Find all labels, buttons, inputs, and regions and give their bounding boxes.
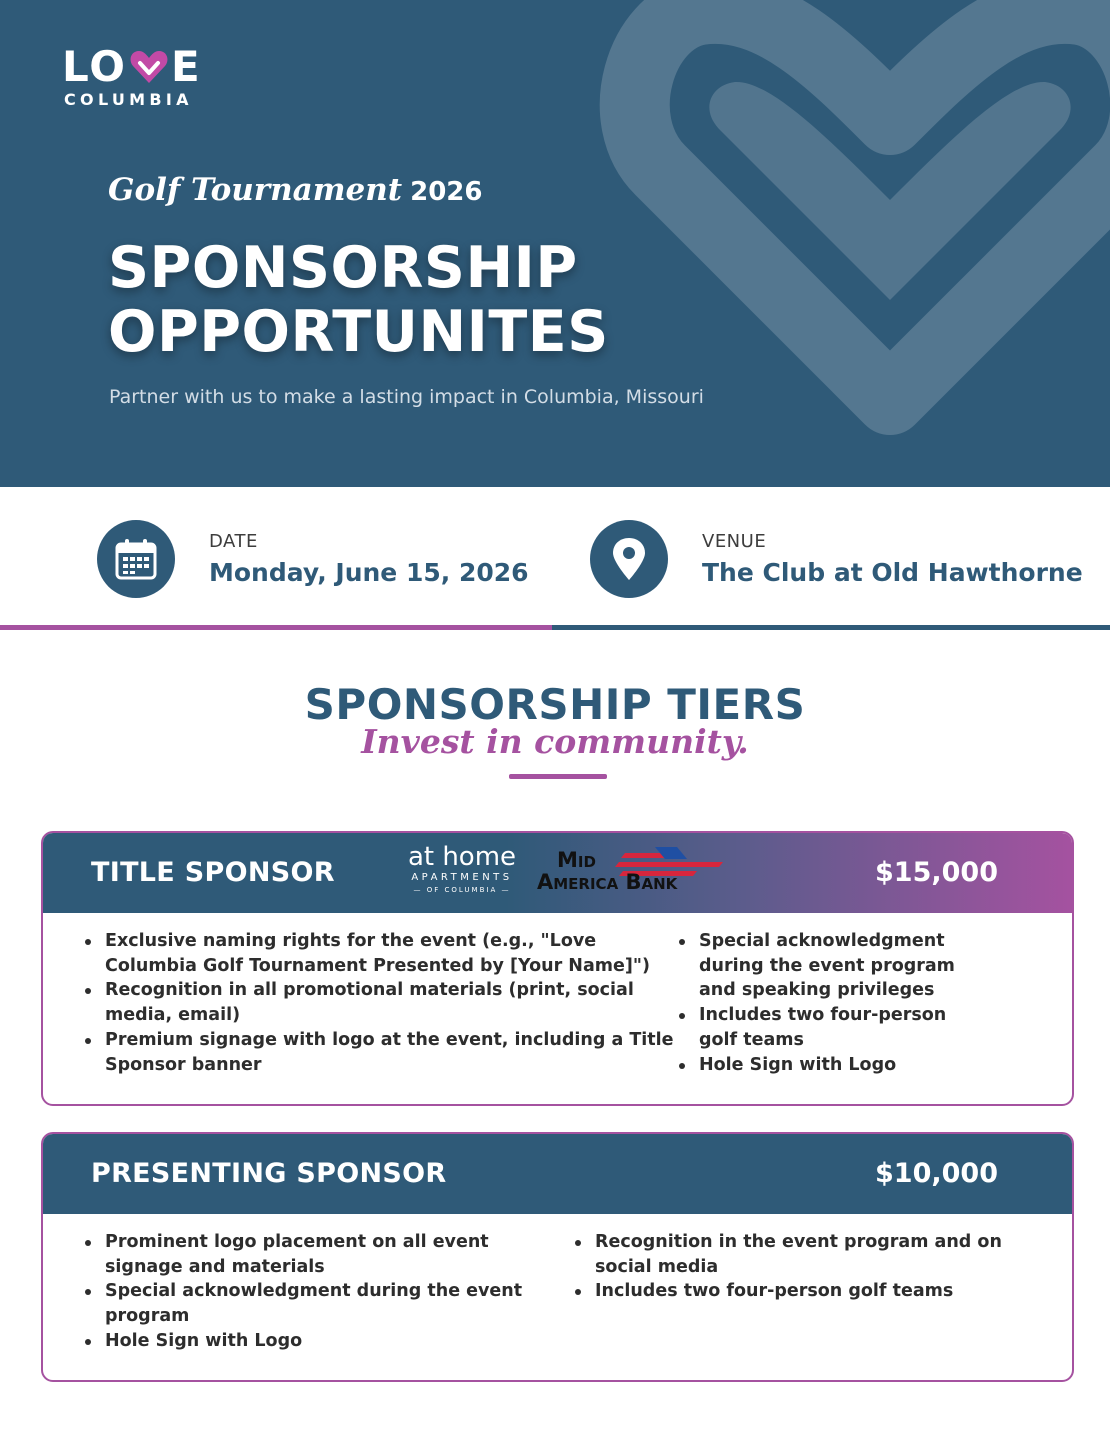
presenting-benefits-left <box>81 1230 571 1354</box>
page-title-line1: SPONSORSHIP <box>108 235 578 301</box>
venue-label: VENUE <box>702 531 767 552</box>
venue-info <box>590 520 1083 598</box>
list-item: Special acknowledgment during the event program and speaking privileges <box>675 929 975 1003</box>
sponsor-logos <box>399 841 727 897</box>
title-sponsor-card <box>41 831 1074 1106</box>
calendar-icon <box>97 520 175 598</box>
presenting-sponsor-price: $10,000 <box>875 1158 998 1189</box>
athome-logo-main: at home <box>407 842 517 872</box>
date-info <box>97 520 529 598</box>
presenting-sponsor-name: PRESENTING SPONSOR <box>91 1158 447 1189</box>
list-item: Includes two four-person golf teams <box>675 1003 975 1052</box>
list-item: Recognition in all promotional materials (print, social media, email) <box>81 978 675 1027</box>
mab-line1: Mid <box>557 848 596 872</box>
presenting-sponsor-header <box>41 1132 1074 1214</box>
presenting-sponsor-card <box>41 1132 1074 1382</box>
hero-subtitle: Partner with us to make a lasting impact in Columbia, Missouri <box>109 386 704 408</box>
event-year: 2026 <box>410 177 483 207</box>
divider-primary <box>552 625 1110 630</box>
list-item: Recognition in the event program and on social media <box>571 1230 1051 1279</box>
title-sponsor-header <box>41 831 1074 913</box>
tiers-tagline: Invest in community. <box>361 722 749 761</box>
presenting-benefits-right <box>571 1230 1051 1354</box>
tiers-heading: SPONSORSHIP TIERS <box>304 680 806 729</box>
logo-text-lo: LO <box>62 42 127 91</box>
list-item: Hole Sign with Logo <box>81 1329 571 1354</box>
mid-america-bank-logo <box>537 841 727 897</box>
athome-apartments-logo <box>399 843 525 895</box>
hero-banner <box>0 0 1110 487</box>
title-benefits-left <box>81 929 675 1077</box>
venue-value: The Club at Old Hawthorne <box>702 558 1083 587</box>
list-item: Exclusive naming rights for the event (e.g., "Love Columbia Golf Tournament Presented by [Your Name]") <box>81 929 675 978</box>
title-benefits-right <box>675 929 975 1077</box>
title-sponsor-benefits <box>81 929 975 1077</box>
heart-check-icon <box>129 48 169 86</box>
date-value: Monday, June 15, 2026 <box>209 558 529 587</box>
presenting-sponsor-benefits <box>81 1230 1051 1354</box>
page-title-line2: OPPORTUNITES <box>108 299 609 365</box>
event-script-title: Golf Tournament <box>108 172 403 208</box>
athome-logo-sub2: — OF COLUMBIA — <box>413 886 511 894</box>
athome-logo-sub: APARTMENTS <box>411 872 513 883</box>
tiers-underline <box>509 774 607 779</box>
divider-accent <box>0 625 552 630</box>
list-item: Prominent logo placement on all event signage and materials <box>81 1230 571 1279</box>
list-item: Includes two four-person golf teams <box>571 1279 1051 1304</box>
logo-columbia: COLUMBIA <box>64 90 193 109</box>
logo-wordmark <box>62 42 202 91</box>
title-sponsor-name: TITLE SPONSOR <box>91 857 335 888</box>
list-item: Hole Sign with Logo <box>675 1053 975 1078</box>
title-sponsor-price: $15,000 <box>875 857 998 888</box>
date-label: DATE <box>209 531 258 552</box>
mid-america-bank-text <box>537 849 677 893</box>
mab-line2: America Bank <box>537 870 678 894</box>
list-item: Special acknowledgment during the event program <box>81 1279 571 1328</box>
logo-text-e: E <box>170 42 202 91</box>
love-columbia-logo <box>62 42 202 109</box>
location-pin-icon <box>590 520 668 598</box>
list-item: Premium signage with logo at the event, including a Title Sponsor banner <box>81 1028 675 1077</box>
event-name <box>108 172 483 208</box>
page-title <box>108 236 609 364</box>
